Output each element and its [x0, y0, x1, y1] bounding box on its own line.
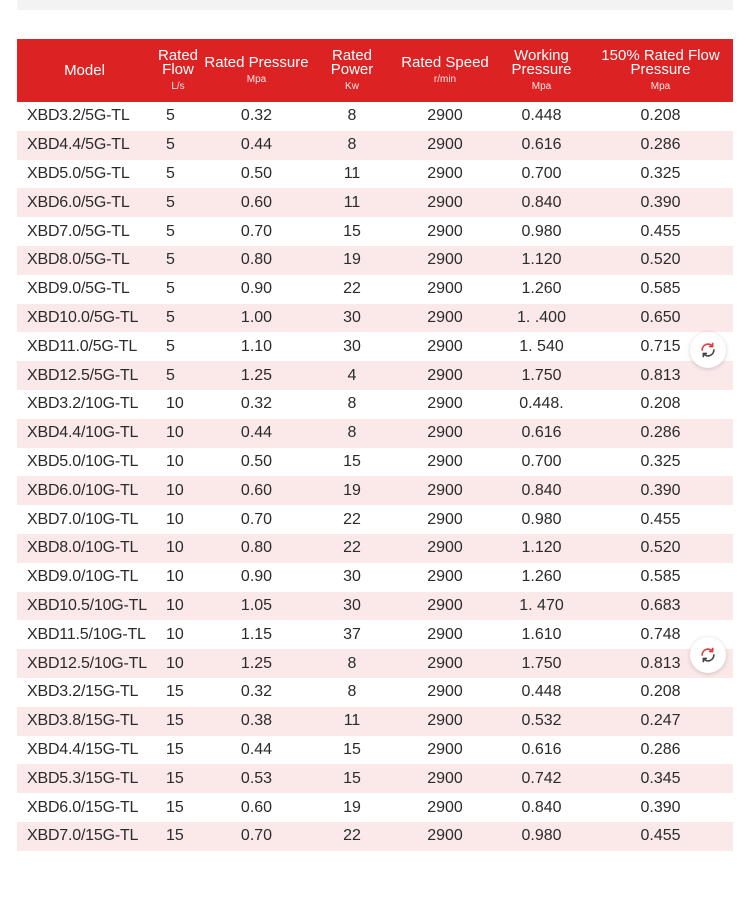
cell-working-pressure: 1.750 — [495, 361, 588, 390]
table-body — [17, 102, 733, 851]
cell-rated-power: 37 — [309, 620, 395, 649]
table-row — [17, 534, 733, 563]
cell-model: XBD3.2/15G-TL — [17, 678, 152, 707]
floating-refresh-button[interactable] — [690, 332, 726, 368]
cell-flow-pressure-150: 0.208 — [588, 102, 733, 131]
cell-rated-speed: 2900 — [395, 736, 495, 765]
col-header-label: Rated Speed — [401, 53, 489, 71]
cell-rated-speed: 2900 — [395, 707, 495, 736]
cell-rated-speed: 2900 — [395, 678, 495, 707]
cell-rated-power: 22 — [309, 505, 395, 534]
pump-spec-table-container — [17, 39, 733, 851]
cell-rated-flow: 5 — [152, 304, 204, 333]
cell-rated-pressure: 0.38 — [204, 707, 309, 736]
cell-rated-speed: 2900 — [395, 304, 495, 333]
cell-rated-flow: 10 — [152, 505, 204, 534]
cell-model: XBD12.5/5G-TL — [17, 361, 152, 390]
cell-rated-pressure: 1.00 — [204, 304, 309, 333]
table-row — [17, 361, 733, 390]
table-row — [17, 563, 733, 592]
cell-rated-power: 30 — [309, 304, 395, 333]
cell-model: XBD3.2/5G-TL — [17, 102, 152, 131]
cell-working-pressure: 0.840 — [495, 793, 588, 822]
table-row — [17, 160, 733, 189]
cell-rated-pressure: 0.70 — [204, 217, 309, 246]
cell-model: XBD7.0/15G-TL — [17, 822, 152, 851]
table-row — [17, 102, 733, 131]
cell-rated-flow: 5 — [152, 102, 204, 131]
cell-rated-power: 30 — [309, 563, 395, 592]
cell-rated-power: 8 — [309, 102, 395, 131]
cell-rated-speed: 2900 — [395, 505, 495, 534]
cell-flow-pressure-150: 0.748 — [588, 620, 733, 649]
cell-rated-pressure: 0.70 — [204, 505, 309, 534]
cell-rated-pressure: 0.32 — [204, 390, 309, 419]
cell-model: XBD12.5/10G-TL — [17, 649, 152, 678]
cell-rated-flow: 5 — [152, 332, 204, 361]
cell-working-pressure: 1. 470 — [495, 592, 588, 621]
cell-working-pressure: 1.120 — [495, 246, 588, 275]
cell-model: XBD10.0/5G-TL — [17, 304, 152, 333]
cell-rated-speed: 2900 — [395, 102, 495, 131]
cell-flow-pressure-150: 0.520 — [588, 534, 733, 563]
floating-refresh-button[interactable] — [690, 637, 726, 673]
table-row — [17, 419, 733, 448]
cell-model: XBD6.0/10G-TL — [17, 476, 152, 505]
col-header-label: Rated Pressure — [204, 53, 309, 71]
cell-rated-speed: 2900 — [395, 592, 495, 621]
cell-rated-flow: 15 — [152, 822, 204, 851]
cell-working-pressure: 0.700 — [495, 448, 588, 477]
cell-rated-speed: 2900 — [395, 764, 495, 793]
cell-rated-speed: 2900 — [395, 390, 495, 419]
cell-rated-flow: 5 — [152, 131, 204, 160]
col-header-label: Working Pressure — [511, 46, 572, 78]
cell-model: XBD11.5/10G-TL — [17, 620, 152, 649]
cell-model: XBD10.5/10G-TL — [17, 592, 152, 621]
cell-flow-pressure-150: 0.455 — [588, 505, 733, 534]
cell-rated-speed: 2900 — [395, 131, 495, 160]
cell-working-pressure: 1.610 — [495, 620, 588, 649]
table-row — [17, 217, 733, 246]
table-row — [17, 275, 733, 304]
cell-rated-pressure: 0.44 — [204, 131, 309, 160]
col-header-unit: Mpa — [650, 80, 671, 92]
cell-flow-pressure-150: 0.520 — [588, 246, 733, 275]
cell-working-pressure: 0.448 — [495, 678, 588, 707]
cell-working-pressure: 1.260 — [495, 275, 588, 304]
cell-flow-pressure-150: 0.390 — [588, 476, 733, 505]
cell-rated-speed: 2900 — [395, 217, 495, 246]
table-row — [17, 246, 733, 275]
cell-rated-power: 4 — [309, 361, 395, 390]
col-header-model — [17, 39, 152, 102]
table-row — [17, 736, 733, 765]
cell-flow-pressure-150: 0.813 — [588, 649, 733, 678]
cell-rated-pressure: 0.44 — [204, 419, 309, 448]
refresh-icon — [698, 340, 718, 360]
col-header-label: Model — [64, 61, 105, 79]
cell-model: XBD6.0/5G-TL — [17, 188, 152, 217]
cell-rated-power: 19 — [309, 246, 395, 275]
cell-working-pressure: 0.840 — [495, 188, 588, 217]
cell-rated-flow: 5 — [152, 246, 204, 275]
cell-working-pressure: 0.840 — [495, 476, 588, 505]
cell-rated-flow: 10 — [152, 592, 204, 621]
cell-model: XBD5.3/15G-TL — [17, 764, 152, 793]
table-row — [17, 476, 733, 505]
cell-rated-power: 8 — [309, 419, 395, 448]
cell-rated-flow: 5 — [152, 160, 204, 189]
cell-rated-pressure: 0.80 — [204, 534, 309, 563]
cell-rated-pressure: 0.32 — [204, 678, 309, 707]
cell-model: XBD5.0/5G-TL — [17, 160, 152, 189]
cell-flow-pressure-150: 0.286 — [588, 419, 733, 448]
cell-rated-flow: 10 — [152, 390, 204, 419]
cell-rated-power: 15 — [309, 448, 395, 477]
cell-rated-pressure: 1.15 — [204, 620, 309, 649]
col-header-rated-flow — [152, 39, 204, 102]
cell-working-pressure: 0.616 — [495, 419, 588, 448]
cell-rated-speed: 2900 — [395, 620, 495, 649]
cell-working-pressure: 0.980 — [495, 822, 588, 851]
cell-rated-power: 8 — [309, 649, 395, 678]
table-row — [17, 390, 733, 419]
table-row — [17, 822, 733, 851]
cell-rated-power: 8 — [309, 678, 395, 707]
cell-working-pressure: 0.616 — [495, 736, 588, 765]
cell-working-pressure: 1.260 — [495, 563, 588, 592]
cell-rated-pressure: 1.25 — [204, 361, 309, 390]
cell-rated-power: 30 — [309, 592, 395, 621]
cell-rated-flow: 15 — [152, 793, 204, 822]
cell-model: XBD4.4/15G-TL — [17, 736, 152, 765]
col-header-rated-pressure — [204, 39, 309, 102]
cell-working-pressure: 0.448 — [495, 102, 588, 131]
cell-working-pressure: 1.120 — [495, 534, 588, 563]
cell-flow-pressure-150: 0.286 — [588, 131, 733, 160]
cell-rated-speed: 2900 — [395, 563, 495, 592]
cell-rated-speed: 2900 — [395, 649, 495, 678]
table-row — [17, 304, 733, 333]
cell-rated-power: 22 — [309, 534, 395, 563]
cell-rated-power: 8 — [309, 390, 395, 419]
cell-model: XBD9.0/5G-TL — [17, 275, 152, 304]
table-row — [17, 131, 733, 160]
col-header-working-pressure — [495, 39, 588, 102]
cell-rated-pressure: 0.80 — [204, 246, 309, 275]
table-row — [17, 188, 733, 217]
table-row — [17, 649, 733, 678]
cell-rated-flow: 10 — [152, 448, 204, 477]
cell-flow-pressure-150: 0.325 — [588, 160, 733, 189]
cell-rated-power: 15 — [309, 736, 395, 765]
table-row — [17, 448, 733, 477]
cell-rated-speed: 2900 — [395, 822, 495, 851]
cell-rated-flow: 10 — [152, 534, 204, 563]
cell-rated-pressure: 0.90 — [204, 275, 309, 304]
cell-model: XBD8.0/10G-TL — [17, 534, 152, 563]
cell-rated-flow: 5 — [152, 217, 204, 246]
table-row — [17, 505, 733, 534]
cell-flow-pressure-150: 0.208 — [588, 678, 733, 707]
cell-model: XBD8.0/5G-TL — [17, 246, 152, 275]
col-header-rated-speed — [395, 39, 495, 102]
cell-rated-pressure: 0.60 — [204, 476, 309, 505]
cell-rated-flow: 10 — [152, 419, 204, 448]
cell-rated-speed: 2900 — [395, 476, 495, 505]
cell-rated-pressure: 0.50 — [204, 448, 309, 477]
cell-rated-pressure: 0.60 — [204, 188, 309, 217]
table-header-row — [17, 39, 733, 102]
cell-rated-flow: 5 — [152, 275, 204, 304]
cell-working-pressure: 1. .400 — [495, 304, 588, 333]
cell-model: XBD11.0/5G-TL — [17, 332, 152, 361]
cell-flow-pressure-150: 0.683 — [588, 592, 733, 621]
cell-rated-power: 30 — [309, 332, 395, 361]
cell-model: XBD5.0/10G-TL — [17, 448, 152, 477]
col-header-unit: Kw — [345, 80, 359, 92]
cell-model: XBD4.4/10G-TL — [17, 419, 152, 448]
cell-working-pressure: 1. 540 — [495, 332, 588, 361]
cell-flow-pressure-150: 0.715 — [588, 332, 733, 361]
cell-rated-power: 22 — [309, 822, 395, 851]
cell-flow-pressure-150: 0.325 — [588, 448, 733, 477]
cell-flow-pressure-150: 0.813 — [588, 361, 733, 390]
cell-working-pressure: 0.448. — [495, 390, 588, 419]
cell-rated-pressure: 0.44 — [204, 736, 309, 765]
col-header-label: Rated Flow — [157, 46, 199, 78]
cell-rated-speed: 2900 — [395, 246, 495, 275]
col-header-rated-power — [309, 39, 395, 102]
cell-flow-pressure-150: 0.286 — [588, 736, 733, 765]
cell-flow-pressure-150: 0.345 — [588, 764, 733, 793]
cell-flow-pressure-150: 0.390 — [588, 188, 733, 217]
cell-working-pressure: 0.980 — [495, 505, 588, 534]
cell-flow-pressure-150: 0.390 — [588, 793, 733, 822]
cell-rated-flow: 15 — [152, 678, 204, 707]
cell-model: XBD3.8/15G-TL — [17, 707, 152, 736]
cell-rated-flow: 10 — [152, 563, 204, 592]
cell-flow-pressure-150: 0.585 — [588, 563, 733, 592]
top-divider-strip — [17, 0, 733, 10]
cell-flow-pressure-150: 0.247 — [588, 707, 733, 736]
cell-rated-power: 11 — [309, 707, 395, 736]
cell-model: XBD7.0/10G-TL — [17, 505, 152, 534]
cell-flow-pressure-150: 0.455 — [588, 217, 733, 246]
cell-rated-pressure: 0.50 — [204, 160, 309, 189]
cell-rated-pressure: 0.70 — [204, 822, 309, 851]
cell-rated-power: 15 — [309, 217, 395, 246]
table-row — [17, 707, 733, 736]
cell-rated-pressure: 0.90 — [204, 563, 309, 592]
cell-working-pressure: 0.980 — [495, 217, 588, 246]
table-row — [17, 592, 733, 621]
cell-rated-power: 8 — [309, 131, 395, 160]
cell-model: XBD4.4/5G-TL — [17, 131, 152, 160]
col-header-unit: Mpa — [246, 73, 267, 85]
cell-model: XBD3.2/10G-TL — [17, 390, 152, 419]
cell-model: XBD7.0/5G-TL — [17, 217, 152, 246]
cell-rated-flow: 5 — [152, 188, 204, 217]
cell-working-pressure: 1.750 — [495, 649, 588, 678]
cell-rated-pressure: 0.32 — [204, 102, 309, 131]
cell-rated-speed: 2900 — [395, 361, 495, 390]
cell-rated-flow: 10 — [152, 620, 204, 649]
table-row — [17, 678, 733, 707]
cell-flow-pressure-150: 0.208 — [588, 390, 733, 419]
cell-flow-pressure-150: 0.585 — [588, 275, 733, 304]
cell-rated-flow: 10 — [152, 649, 204, 678]
cell-rated-speed: 2900 — [395, 188, 495, 217]
cell-rated-power: 19 — [309, 793, 395, 822]
cell-rated-flow: 15 — [152, 764, 204, 793]
cell-rated-speed: 2900 — [395, 448, 495, 477]
cell-rated-pressure: 1.25 — [204, 649, 309, 678]
cell-rated-flow: 15 — [152, 736, 204, 765]
cell-rated-power: 19 — [309, 476, 395, 505]
cell-rated-power: 11 — [309, 188, 395, 217]
cell-rated-speed: 2900 — [395, 793, 495, 822]
cell-rated-speed: 2900 — [395, 534, 495, 563]
cell-model: XBD9.0/10G-TL — [17, 563, 152, 592]
cell-model: XBD6.0/15G-TL — [17, 793, 152, 822]
cell-rated-power: 11 — [309, 160, 395, 189]
cell-rated-flow: 15 — [152, 707, 204, 736]
cell-working-pressure: 0.700 — [495, 160, 588, 189]
refresh-icon — [698, 645, 718, 665]
col-header-unit: L/s — [171, 80, 185, 92]
table-row — [17, 332, 733, 361]
cell-rated-speed: 2900 — [395, 419, 495, 448]
cell-working-pressure: 0.742 — [495, 764, 588, 793]
cell-rated-speed: 2900 — [395, 275, 495, 304]
col-header-unit: Mpa — [531, 80, 552, 92]
cell-working-pressure: 0.532 — [495, 707, 588, 736]
cell-rated-speed: 2900 — [395, 160, 495, 189]
col-header-label: Rated Power — [330, 46, 374, 78]
pump-spec-table — [17, 39, 733, 851]
cell-flow-pressure-150: 0.650 — [588, 304, 733, 333]
cell-flow-pressure-150: 0.455 — [588, 822, 733, 851]
cell-rated-power: 22 — [309, 275, 395, 304]
cell-rated-flow: 5 — [152, 361, 204, 390]
table-row — [17, 764, 733, 793]
cell-rated-pressure: 1.05 — [204, 592, 309, 621]
cell-rated-flow: 10 — [152, 476, 204, 505]
cell-rated-pressure: 0.53 — [204, 764, 309, 793]
col-header-label: 150% Rated Flow Pressure — [601, 46, 720, 78]
table-row — [17, 793, 733, 822]
cell-working-pressure: 0.616 — [495, 131, 588, 160]
col-header-150-rated-flow-pressure — [588, 39, 733, 102]
col-header-unit: r/min — [433, 73, 457, 85]
cell-rated-speed: 2900 — [395, 332, 495, 361]
cell-rated-pressure: 0.60 — [204, 793, 309, 822]
table-row — [17, 620, 733, 649]
cell-rated-power: 15 — [309, 764, 395, 793]
cell-rated-pressure: 1.10 — [204, 332, 309, 361]
